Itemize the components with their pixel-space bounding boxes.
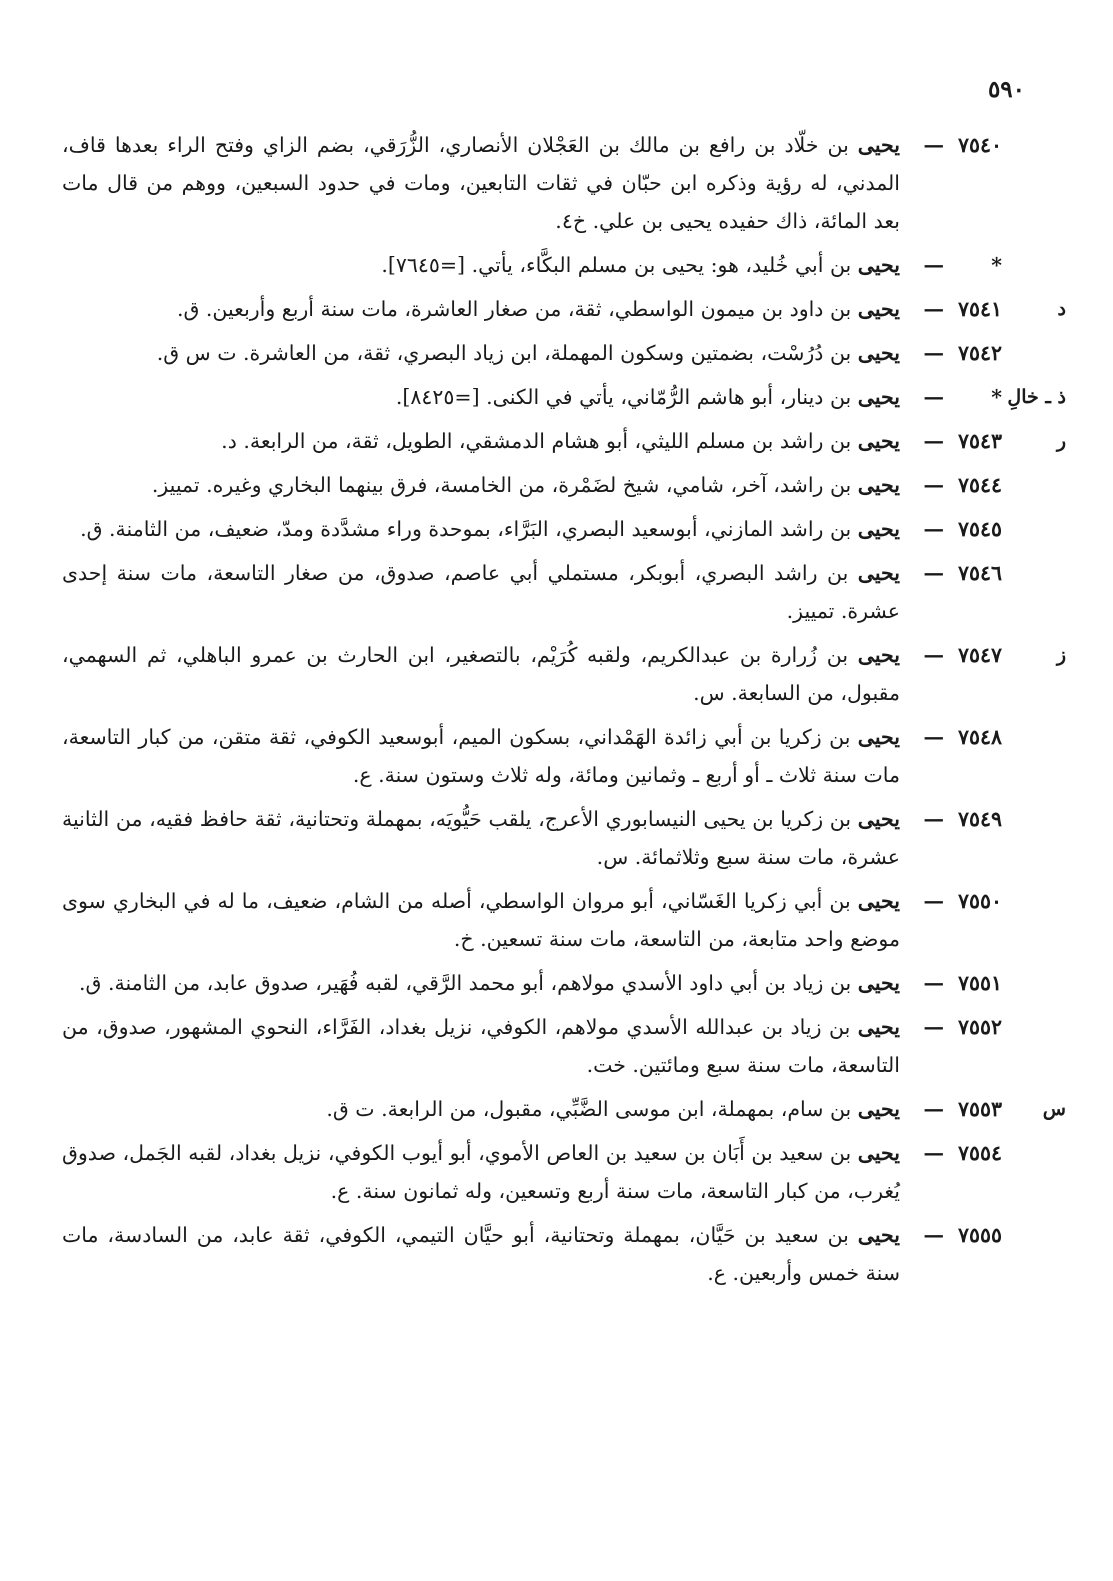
entry-number: ٧٥٥١ (957, 971, 1002, 995)
entry-dash: — (923, 561, 944, 585)
margin-note: ز (1056, 644, 1066, 666)
entry-description: بن سعيد بن أَبَان بن سعيد بن العاص الأموي، أبو أيوب الكوفي، نزيل بغداد، لقبه الجَمل، صدوق يُغرب، من كبار التاسعة، مات سنة أربع وتسعين، وله ثمانون سنة. ع. (62, 1141, 900, 1203)
entry-number: ٧٥٥٠ (957, 889, 1002, 913)
entry-dash: — (923, 341, 944, 365)
entry-text (62, 1216, 900, 1292)
entry-dash: — (923, 517, 944, 541)
entry-number: ٧٥٤٨ (957, 725, 1002, 749)
entry-item (62, 800, 1010, 876)
entry-description: بن دينار، أبو هاشم الرُّمّاني، يأتي في الكنى. [=٨٤٢٥]. (395, 385, 858, 409)
entry-description: بن سعيد بن حَيَّان، بمهملة وتحتانية، أبو حيَّان التيمي، الكوفي، ثقة عابد، من السادسة، مات سنة خمس وأربعين. ع. (62, 1223, 900, 1285)
entry-name: يحيى (857, 517, 900, 541)
entry-name: يحيى (857, 643, 900, 667)
margin-note: ذ ـ خالِ (1007, 386, 1066, 408)
entry-description: بن أبي خُليد، هو: يحيى بن مسلم البكَّاء، يأتي. [=٧٦٤٥]. (381, 253, 858, 277)
entry-text (62, 882, 900, 958)
entry-description: بن زياد بن عبدالله الأسدي مولاهم، الكوفي، نزيل بغداد، الفَرَّاء، النحوي المشهور، صدوق، من التاسعة، مات سنة سبع ومائتين. خت. (62, 1015, 900, 1077)
entry-text (62, 964, 900, 1002)
entry-text (62, 126, 900, 240)
entry-number: ٧٥٤٣ (957, 429, 1002, 453)
entry-item (62, 882, 1010, 958)
entry-number: ٧٥٥٣ (957, 1097, 1002, 1121)
entry-number: ٧٥٤٦ (957, 561, 1002, 585)
entry-item (62, 246, 1010, 284)
entry-name: يحيى (857, 385, 900, 409)
entry-item (62, 1216, 1010, 1292)
entry-text (62, 718, 900, 794)
entry-number: ٧٥٤١ (957, 297, 1002, 321)
entry-dash: — (923, 807, 944, 831)
entry-dash: — (923, 1141, 944, 1165)
entry-text (62, 1090, 900, 1128)
entry-dash: — (923, 1097, 944, 1121)
entry-item (62, 126, 1010, 240)
entry-name: يحيى (857, 429, 900, 453)
entry-item (62, 1134, 1010, 1210)
cross-reference-marker: * (991, 385, 1002, 409)
entry-description: بن دُرُسْت، بضمتين وسكون المهملة، ابن زياد البصري، ثقة، من العاشرة. ت س ق. (156, 341, 858, 365)
entry-item (62, 422, 1066, 460)
entry-item (62, 718, 1010, 794)
entry-number: ٧٥٥٤ (957, 1141, 1002, 1165)
entry-item (62, 290, 1066, 328)
entry-number: ٧٥٤٧ (957, 643, 1002, 667)
margin-note: د (1057, 298, 1066, 320)
entry-number: ٧٥٥٢ (957, 1015, 1002, 1039)
entry-description: بن خلّاد بن رافع بن مالك بن العَجْلان الأنصاري، الزُّرَقي، بضم الزاي وفتح الراء بعدها قاف، المدني، له رؤية وذكره ابن حبّان في ثقات التابعين، ومات في حدود السبعين، ووهم من قال مات بعد المائة، ذاك حفيده يحيى بن علي. خ٤. (62, 133, 900, 233)
entry-text (62, 246, 900, 284)
entry-text (62, 1008, 900, 1084)
margin-note: ر (1056, 430, 1066, 452)
entry-text (62, 554, 900, 630)
entry-dash: — (923, 473, 944, 497)
entry-item (62, 334, 1010, 372)
entry-name: يحيى (857, 971, 900, 995)
entry-name: يحيى (857, 561, 900, 585)
entry-item (62, 636, 1066, 712)
entry-text (62, 378, 900, 416)
entry-name: يحيى (857, 1223, 900, 1247)
entry-name: يحيى (857, 297, 900, 321)
entry-name: يحيى (857, 807, 900, 831)
biography-entries (62, 126, 1066, 1298)
entry-text (62, 422, 900, 460)
entry-description: بن زكريا بن يحيى النيسابوري الأعرج، يلقب حَيُّويَه، بمهملة وتحتانية، ثقة حافظ فقيه، من الثانية عشرة، مات سنة سبع وثلاثمائة. س. (62, 807, 900, 869)
entry-description: بن زياد بن أبي داود الأسدي مولاهم، أبو محمد الرَّقي، لقبه فُهَير، صدوق عابد، من الثامنة. ق. (79, 971, 858, 995)
entry-text (62, 636, 900, 712)
entry-description: بن راشد، آخر، شامي، شيخ لضَمْرة، من الخامسة، فرق بينهما البخاري وغيره. تمييز. (151, 473, 858, 497)
entry-name: يحيى (857, 1015, 900, 1039)
entry-name: يحيى (857, 253, 900, 277)
entry-dash: — (923, 429, 944, 453)
entry-item (62, 378, 1066, 416)
entry-item (62, 964, 1010, 1002)
entry-dash: — (923, 1223, 944, 1247)
entry-name: يحيى (857, 133, 900, 157)
entry-name: يحيى (857, 473, 900, 497)
entry-dash: — (923, 385, 944, 409)
entry-number: ٧٥٤٩ (957, 807, 1002, 831)
entry-item (62, 554, 1010, 630)
entry-number: ٧٥٤٤ (957, 473, 1002, 497)
entry-description: بن داود بن ميمون الواسطي، ثقة، من صغار العاشرة، مات سنة أربع وأربعين. ق. (176, 297, 858, 321)
entry-number: ٧٥٤٥ (957, 517, 1002, 541)
entry-text (62, 1134, 900, 1210)
entry-dash: — (923, 297, 944, 321)
entry-description: بن راشد بن مسلم الليثي، أبو هشام الدمشقي، الطويل، ثقة، من الرابعة. د. (221, 429, 858, 453)
entry-text (62, 800, 900, 876)
entry-item (62, 1008, 1010, 1084)
entry-text (62, 334, 900, 372)
entry-description: بن زُرارة بن عبدالكريم، ولقبه كُرَيْم، بالتصغير، ابن الحارث بن عمرو الباهلي، ثم السهمي، مقبول، من السابعة. س. (62, 643, 900, 705)
entry-dash: — (923, 725, 944, 749)
entry-description: بن راشد المازني، أبوسعيد البصري، البَرَّاء، بموحدة وراء مشدَّدة ومدّ، ضعيف، من الثامنة. ق. (80, 517, 858, 541)
margin-note: س (1042, 1098, 1066, 1120)
entry-text (62, 290, 900, 328)
entry-name: يحيى (857, 1141, 900, 1165)
entry-item (62, 466, 1010, 504)
entry-name: يحيى (857, 1097, 900, 1121)
entry-name: يحيى (857, 341, 900, 365)
entry-dash: — (923, 133, 944, 157)
entry-name: يحيى (857, 725, 900, 749)
entry-number: ٧٥٥٥ (957, 1223, 1002, 1247)
cross-reference-marker: * (991, 253, 1002, 277)
entry-item (62, 510, 1010, 548)
entry-item (62, 1090, 1066, 1128)
entry-text (62, 466, 900, 504)
entry-description: بن راشد البصري، أبوبكر، مستملي أبي عاصم، صدوق، من صغار التاسعة، مات سنة إحدى عشرة. تمييز. (62, 561, 900, 623)
entry-dash: — (923, 889, 944, 913)
entry-text (62, 510, 900, 548)
entry-number: ٧٥٤٠ (957, 133, 1002, 157)
page-number: ٥٩٠ (987, 76, 1025, 103)
entry-name: يحيى (857, 889, 900, 913)
entry-dash: — (923, 971, 944, 995)
entry-dash: — (923, 1015, 944, 1039)
entry-number: ٧٥٤٢ (957, 341, 1002, 365)
entry-dash: — (923, 253, 944, 277)
entry-description: بن سام، بمهملة، ابن موسى الضَّبِّي، مقبول، من الرابعة. ت ق. (326, 1097, 858, 1121)
entry-description: بن أبي زكريا الغَسّاني، أبو مروان الواسطي، أصله من الشام، ضعيف، ما له في البخاري سوى موضع واحد متابعة، من التاسعة، مات سنة تسعين. خ. (62, 889, 900, 951)
entry-dash: — (923, 643, 944, 667)
entry-description: بن زكريا بن أبي زائدة الهَمْداني، بسكون الميم، أبوسعيد الكوفي، ثقة متقن، من كبار التاسعة، مات سنة ثلاث ـ أو أربع ـ وثمانين ومائة، وله ثلاث وستون سنة. ع. (62, 725, 900, 787)
